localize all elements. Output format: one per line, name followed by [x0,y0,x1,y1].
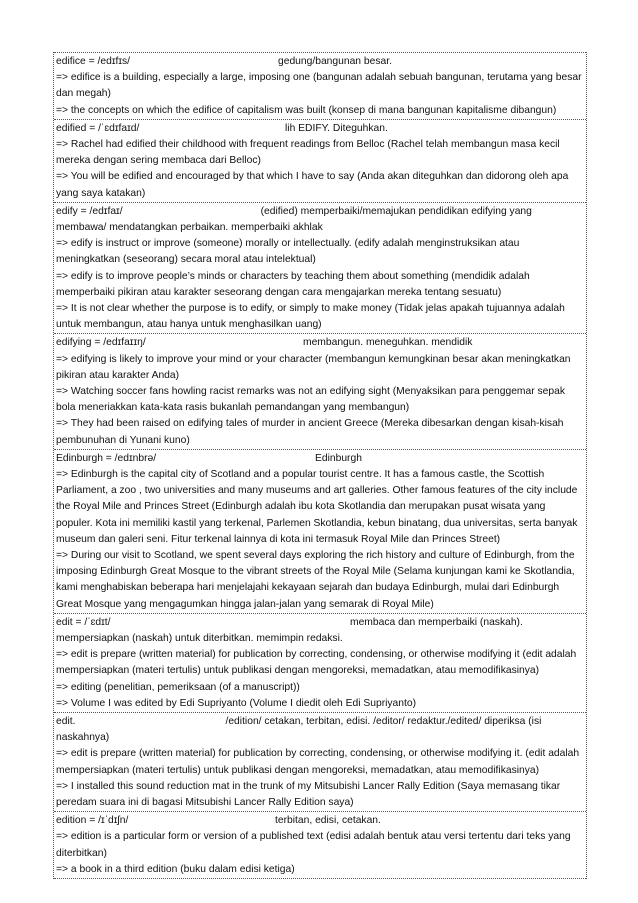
entry-line: => Volume I was edited by Edi Supriyanto (Volume I diedit oleh Edi Supriyanto) [56,697,417,709]
entry-header [56,451,584,467]
entry-header [56,54,584,70]
entry-meaning: terbitan, edisi, cetakan. [275,815,381,827]
dictionary-entry [54,811,586,879]
entry-term: edified = /ˈɛdɪfaɪd/ [56,122,140,134]
entry-line: => I installed this sound reduction mat in the trunk of my Mitsubishi Lancer Rally Edition (Saya memasang tikar peredam suara ini di bagasi Mitsubishi Lancer Rally Edition saya) [56,780,561,809]
entry-meaning: membaca dan memperbaiki (naskah). [350,616,523,628]
entry-line: => edition is a particular form or version of a published text (edisi adalah bentuk atau versi tertentu dari teks yang diterbitkan) [56,831,571,859]
entry-term: edifying = /edɪfaɪɪŋ/ [56,337,146,349]
entry-term: Edinburgh = /edɪnbrə/ [56,452,157,464]
entry-line: => Edinburgh is the capital city of Scotland and a popular tourist centre. It has a famous castle, the Scottish Parliament, a zoo , two universities and many museums and art galleries. Other famous features of the city include the Royal Mile and Princes Street (Edinburgh adalah ibu kota Skotlandia dan merupakan pusat wisata yang populer. Kota ini memiliki kastil yang terkenal, Parlemen Skotlandia, kebun binatang, dua universitas, serta banyak museum dan galeri seni. Fitur terkenal lainnya di kota ini termasuk Royal Mile dan Princes Street) [56,469,578,545]
dictionary-entry [54,119,586,202]
entry-line: => edify is instruct or improve (someone) morally or intellectually. (edify adalah menginstruksikan atau meningkatkan (seseorang) secara moral atau intelektual) [56,238,520,266]
entry-header [56,121,584,137]
entry-term: edify = /edɪfaɪ/ [56,205,123,217]
dictionary-entries [53,52,587,879]
entry-line: => Rachel had edified their childhood with frequent readings from Belloc (Rachel telah membangun masa kecil mereka dengan sering membaca dari Belloc) [56,138,560,167]
dictionary-entry [54,613,586,712]
entry-line: => It is not clear whether the purpose is to edify, or simply to make money (Tidak jelas apakah tujuannya adalah untuk membangun, atau hanya untuk menghasilkan uang) [56,303,565,331]
entry-term: edition = /ɪˈdɪʃn/ [56,815,129,827]
entry-line: => edifying is likely to improve your mind or your character (membangun kemungkinan besar akan meningkatkan pikiran atau karakter Anda) [56,353,571,381]
entry-line: => They had been raised on edifying tales of murder in ancient Greece (Mereka dibesarkan dengan kisah-kisah pembunuhan di Yunani kuno) [56,418,564,446]
dictionary-entry [54,52,586,119]
entry-line: => editing (penelitian, pemeriksaan (of a manuscript)) [56,681,300,693]
entry-line: => a book in a third edition (buku dalam edisi ketiga) [56,863,295,875]
entry-header [56,813,584,829]
entry-meaning: /edition/ cetakan, terbitan, edisi. /editor/ redaktur./edited/ diperiksa (isi naskahnya) [56,716,542,744]
entry-line: => During our visit to Scotland, we spent several days exploring the rich history and culture of Edinburgh, from the imposing Edinburgh Great Mosque to the vibrant streets of the Royal Mile (Selama kunjungan kami ke Skotlandia, kami menghabiskan beberapa hari menjelajahi kekayaan sejarah dan budaya Edinburgh, mulai dari Edinburgh Great Mosque yang mengagumkan hingga jalan-jalan yang semarak di Royal Mile) [56,550,575,610]
entry-line: => Watching soccer fans howling racist remarks was not an edifying sight (Menyaksikan para penggemar sepak bola meneriakkan kata-kata rasis bukanlah pemandangan yang membangun) [56,386,565,414]
entry-line: => edit is prepare (written material) for publication by correcting, condensing, or otherwise modifying it. (edit adalah mempersiapkan (materi tertulis) untuk publikasi dengan mengoreksi, memadatkan, atau memodifikasinya) [56,748,580,776]
entry-meaning: Edinburgh [315,452,362,464]
entry-term: edit. [56,716,76,728]
entry-header [56,335,584,351]
dictionary-entry [54,712,586,811]
entry-line: => the concepts on which the edifice of capitalism was built (konsep di mana bangunan kapitalisme dibangun) [56,104,557,116]
entry-header [56,615,584,631]
entry-line: => edify is to improve people’s minds or characters by teaching them about something (mendidik adalah memperbaiki pikiran atau karakter seseorang dengan cara mengajarkan mereka tentang sesuatu) [56,270,530,298]
entry-meaning: membangun. meneguhkan. mendidik [303,337,473,349]
entry-header [56,204,584,236]
dictionary-entry [54,333,586,448]
entry-line: mempersiapkan (naskah) untuk diterbitkan. memimpin redaksi. [56,633,343,645]
entry-meaning: gedung/bangunan besar. [278,56,392,67]
entry-term: edit = /ˈɛdɪt/ [56,616,111,628]
entry-meaning: lih EDIFY. Diteguhkan. [285,122,388,134]
entry-header [56,714,584,746]
entry-meaning: (edified) memperbaiki/memajukan pendidikan edifying yang membawa/ mendatangkan perbaikan. memperbaiki akhlak [56,205,532,233]
dictionary-entry [54,202,586,334]
entry-line: => edit is prepare (written material) for publication by correcting, condensing, or otherwise modifying it (edit adalah mempersiapkan (materi tertulis) untuk publikasi dengan mengoreksi, memadatkan, atau memodifikasinya) [56,649,577,677]
dictionary-entry [54,449,586,613]
entry-term: edifice = /edɪfɪs/ [56,56,131,67]
entry-line: => edifice is a building, especially a large, imposing one (bangunan adalah sebuah bangunan, terutama yang besar dan megah) [56,72,582,100]
entry-line: => You will be edified and encouraged by that which I have to say (Anda akan diteguhkan dan didorong oleh apa yang saya katakan) [56,171,569,199]
